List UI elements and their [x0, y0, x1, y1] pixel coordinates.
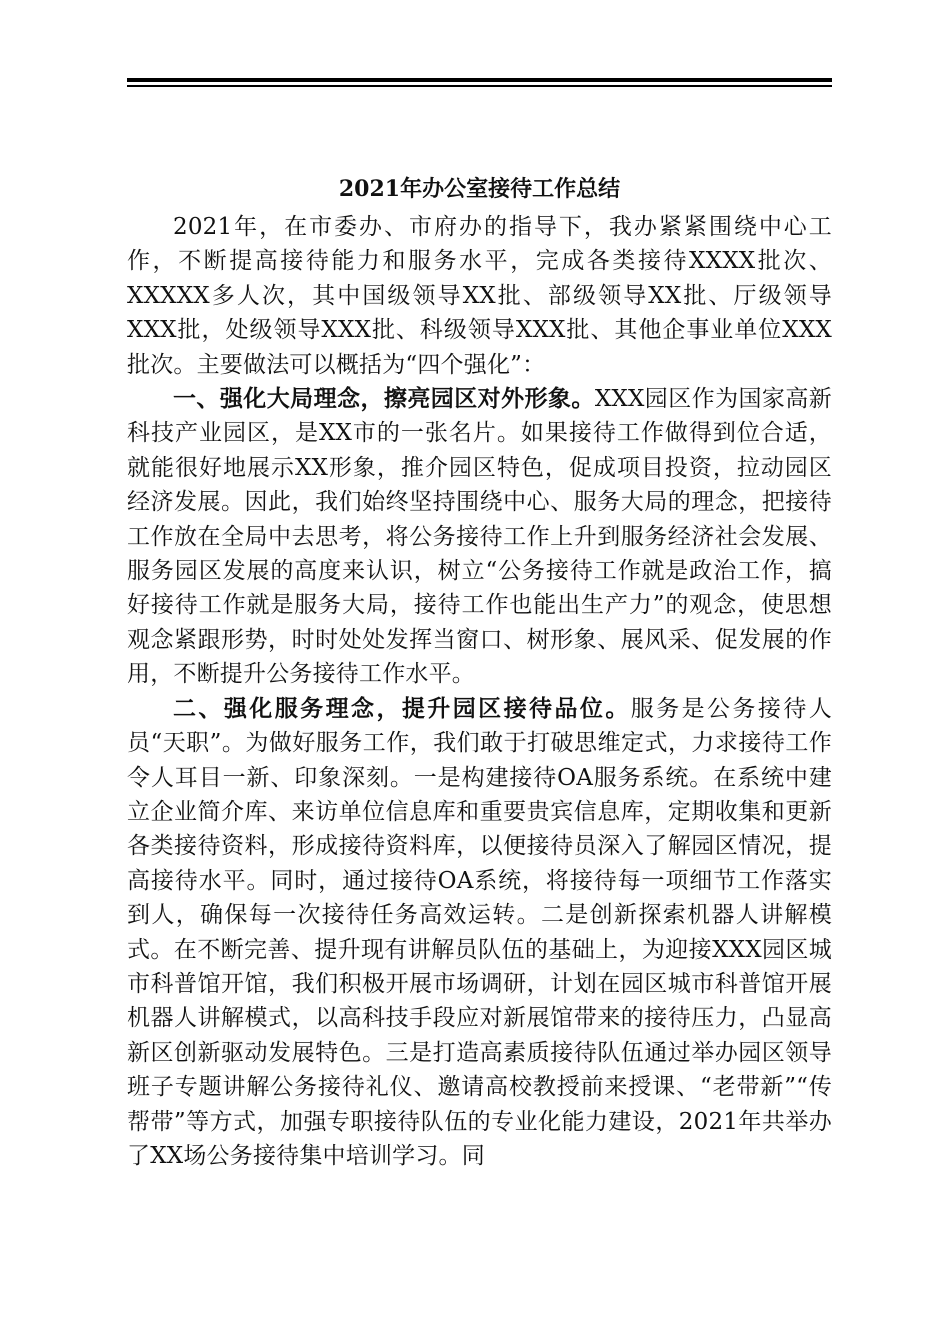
header-rule-thick	[127, 78, 832, 82]
section-heading-1: 一、强化大局理念，擦亮园区对外形象。	[173, 385, 595, 413]
section-paragraph-2	[127, 692, 832, 1174]
document-body	[127, 210, 832, 1173]
section-text-2: 服务是公务接待人员“天职”。为做好服务工作，我们敢于打破思维定式，力求接待工作令人耳目一新、印象深刻。一是构建接待OA服务系统。在系统中建立企业简介库、来访单位信息库和重要贵宾信息库，定期收集和更新各类接待资料，形成接待资料库，以便接待员深入了解园区情况，提高接待水平。同时，通过接待OA系统，将接待每一项细节工作落实到人，确保每一次接待任务高效运转。二是创新探索机器人讲解模式。在不断完善、提升现有讲解员队伍的基础上，为迎接XXX园区城市科普馆开馆，我们积极开展市场调研，计划在园区城市科普馆开展机器人讲解模式，以高科技手段应对新展馆带来的接待压力，凸显高新区创新驱动发展特色。三是打造高素质接待队伍通过举办园区领导班子专题讲解公务接待礼仪、邀请高校教授前来授课、“老带新”“传帮带”等方式，加强专职接待队伍的专业化能力建设，2021年共举办了XX场公务接待集中培训学习。同	[127, 695, 832, 1169]
section-text-1: XXX园区作为国家高新科技产业园区，是XX市的一张名片。如果接待工作做得到位合适，就能很好地展示XX形象，推介园区特色，促成项目投资，拉动园区经济发展。因此，我们始终坚持围绕中心、服务大局的理念，把接待工作放在全局中去思考，将公务接待工作上升到服务经济社会发展、服务园区发展的高度来认识，树立“公务接待工作就是政治工作，搞好接待工作就是服务大局，接待工作也能出生产力”的观念，使思想观念紧跟形势，时时处处发挥当窗口、树形象、展风采、促发展的作用，不断提升公务接待工作水平。	[127, 386, 832, 688]
intro-paragraph: 2021年，在市委办、市府办的指导下，我办紧紧围绕中心工作，不断提高接待能力和服务水平，完成各类接待XXXX批次、XXXXX多人次，其中国级领导XX批、部级领导XX批、厅级领导XXX批，处级领导XXX批、科级领导XXX批、其他企事业单位XXX批次。主要做法可以概括为“四个强化”：	[127, 214, 832, 378]
section-heading-2: 二、强化服务理念，提升园区接待品位。	[173, 694, 631, 722]
header-rule-thin	[127, 85, 832, 87]
document-title: 2021年办公室接待工作总结	[338, 176, 621, 202]
section-paragraph-1	[127, 382, 832, 692]
